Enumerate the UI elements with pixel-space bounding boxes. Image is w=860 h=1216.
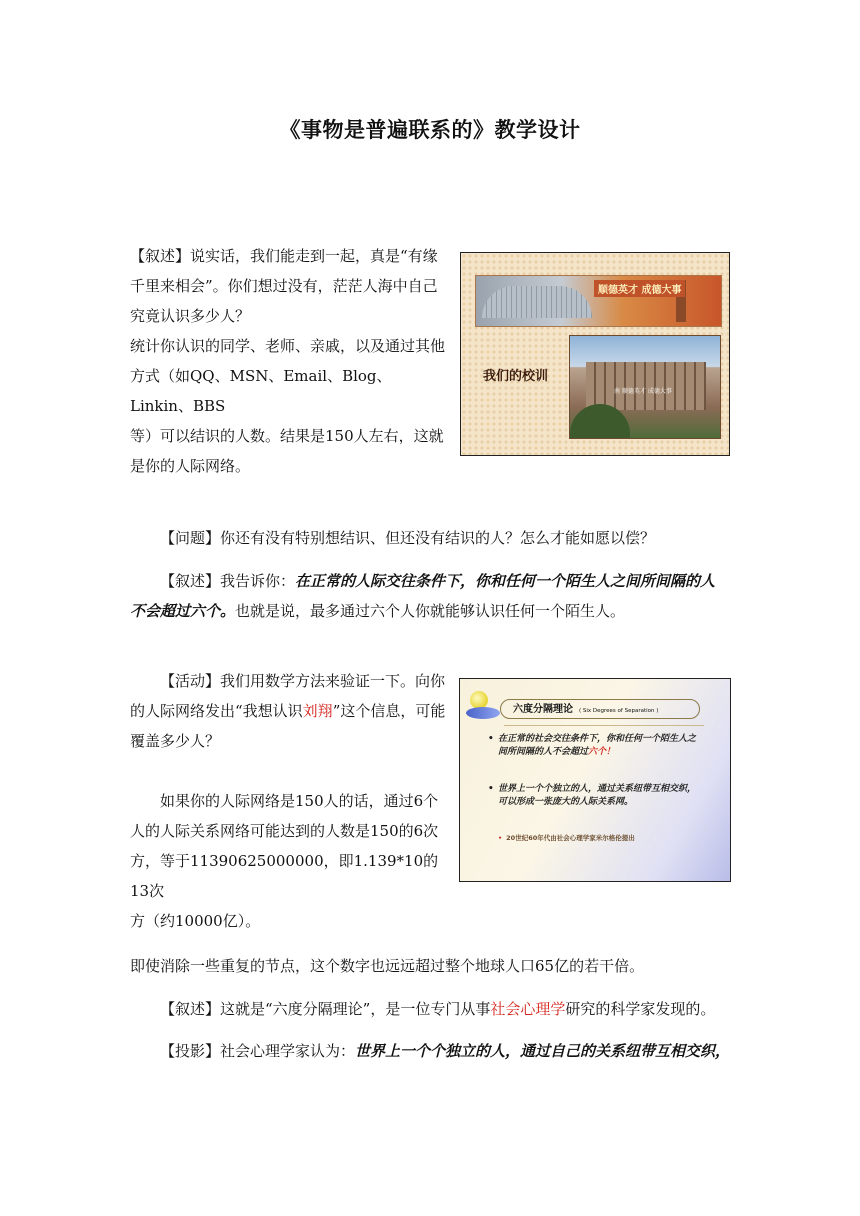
divider: [504, 725, 704, 726]
emphasis-text: 不会超过六个。: [130, 602, 236, 620]
glass-building-shape: [482, 286, 592, 318]
highlighted-name: 刘翔: [302, 702, 333, 720]
school-building-photo: [569, 335, 721, 439]
highlighted-term: 社会心理学: [490, 1000, 566, 1018]
para-narrative-2: [130, 566, 750, 626]
bullet-text: 世界上一个个独立的人，通过关系纽带互相交织，可以形成一张庞大的人际关系网。: [498, 784, 697, 807]
text-line: 方（约10000亿）。: [130, 912, 261, 930]
disk-icon: [466, 707, 500, 719]
para-label: 【叙述】我告诉你：: [160, 572, 296, 590]
text-line: [130, 566, 750, 596]
text-line: 人的人际关系网络可能达到的人数是150的6次: [130, 822, 439, 840]
bullet-icon: •: [488, 784, 494, 794]
photo-caption: 南 顺德英才 成德大事: [614, 388, 672, 395]
six-degrees-slide-image: [459, 678, 731, 882]
slide-title: 六度分隔理论: [513, 704, 573, 715]
bullet-icon: •: [498, 834, 503, 842]
motto-banner-text: 顺德英才 成德大事: [594, 280, 685, 297]
bullet-text: 在正常的社会交往条件下，你和任何一个陌生人之间所间隔的人不会超过: [498, 734, 697, 757]
emphasis-text: 世界上一个个独立的人，通过自己的关系纽带互相交织，: [355, 1042, 731, 1060]
footnote-text: 20世纪60年代由社会心理学家米尔格伦提出: [506, 834, 635, 842]
slide-title-box: [500, 699, 700, 719]
para-population: 即使消除一些重复的节点，这个数字也远远超过整个地球人口65亿的若干倍。: [130, 957, 645, 975]
campus-banner-photo: [475, 275, 722, 327]
text-line: 究竟认识多少人？: [130, 307, 251, 325]
school-motto-slide-image: [460, 252, 730, 456]
text-segment: ”这个信息，可能: [332, 702, 446, 720]
slide-footnote: [498, 833, 708, 842]
para-calculation: [130, 786, 448, 936]
text-line: 是你的人际网络。: [130, 457, 251, 475]
bullet-highlight: 六个！: [588, 747, 616, 757]
text-line: 如果你的人际网络是150人的话，通过6个: [160, 792, 439, 810]
para-projection: [160, 1036, 780, 1066]
para-theory: [160, 994, 780, 1024]
para-question: 【问题】你还有没有特别想结识、但还没有结识的人？怎么才能如愿以偿？: [160, 529, 656, 547]
text-line: 【叙述】说实话，我们能走到一起，真是“有缘: [130, 247, 438, 265]
slide-bullet-2: [488, 783, 698, 809]
para-label: 【投影】社会心理学家认为：: [160, 1042, 356, 1060]
text-line: 千里来相会”。你们想过没有，茫茫人海中自己: [130, 277, 438, 295]
text-line: 方，等于11390625000000，即1.139*10的13次: [130, 852, 439, 900]
text-line: 【活动】我们用数学方法来验证一下。向你: [160, 672, 446, 690]
para-narrative-1: [130, 241, 448, 481]
slide-label: 我们的校训: [483, 369, 549, 384]
text-line: 覆盖多少人？: [130, 732, 221, 750]
emphasis-text: 在正常的人际交往条件下，你和任何一个陌生人之间所间隔的人: [295, 572, 716, 590]
text-line: [130, 696, 448, 726]
text-segment: 研究的科学家发现的。: [565, 1000, 716, 1018]
text-line: 统计你认识的同学、老师、亲戚，以及通过其他: [130, 337, 446, 355]
slide-bullet-1: [488, 733, 698, 759]
text-line: 等）可以结识的人数。结果是150人左右，这就: [130, 427, 444, 445]
slide-subtitle: ( Six Degrees of Separation ): [579, 708, 659, 714]
text-segment: 也就是说，最多通过六个人你就能够认识任何一个陌生人。: [235, 602, 626, 620]
document-title: 《事物是普遍联系的》教学设计: [279, 117, 581, 142]
text-segment: 【叙述】这就是“六度分隔理论”，是一位专门从事: [160, 1000, 491, 1018]
bullet-icon: •: [488, 734, 494, 744]
text-line: [130, 596, 750, 626]
para-activity: [130, 666, 448, 756]
text-segment: 的人际网络发出“我想认识: [130, 702, 303, 720]
text-line: 方式（如QQ、MSN、Email、Blog、Linkin、BBS: [130, 367, 392, 415]
